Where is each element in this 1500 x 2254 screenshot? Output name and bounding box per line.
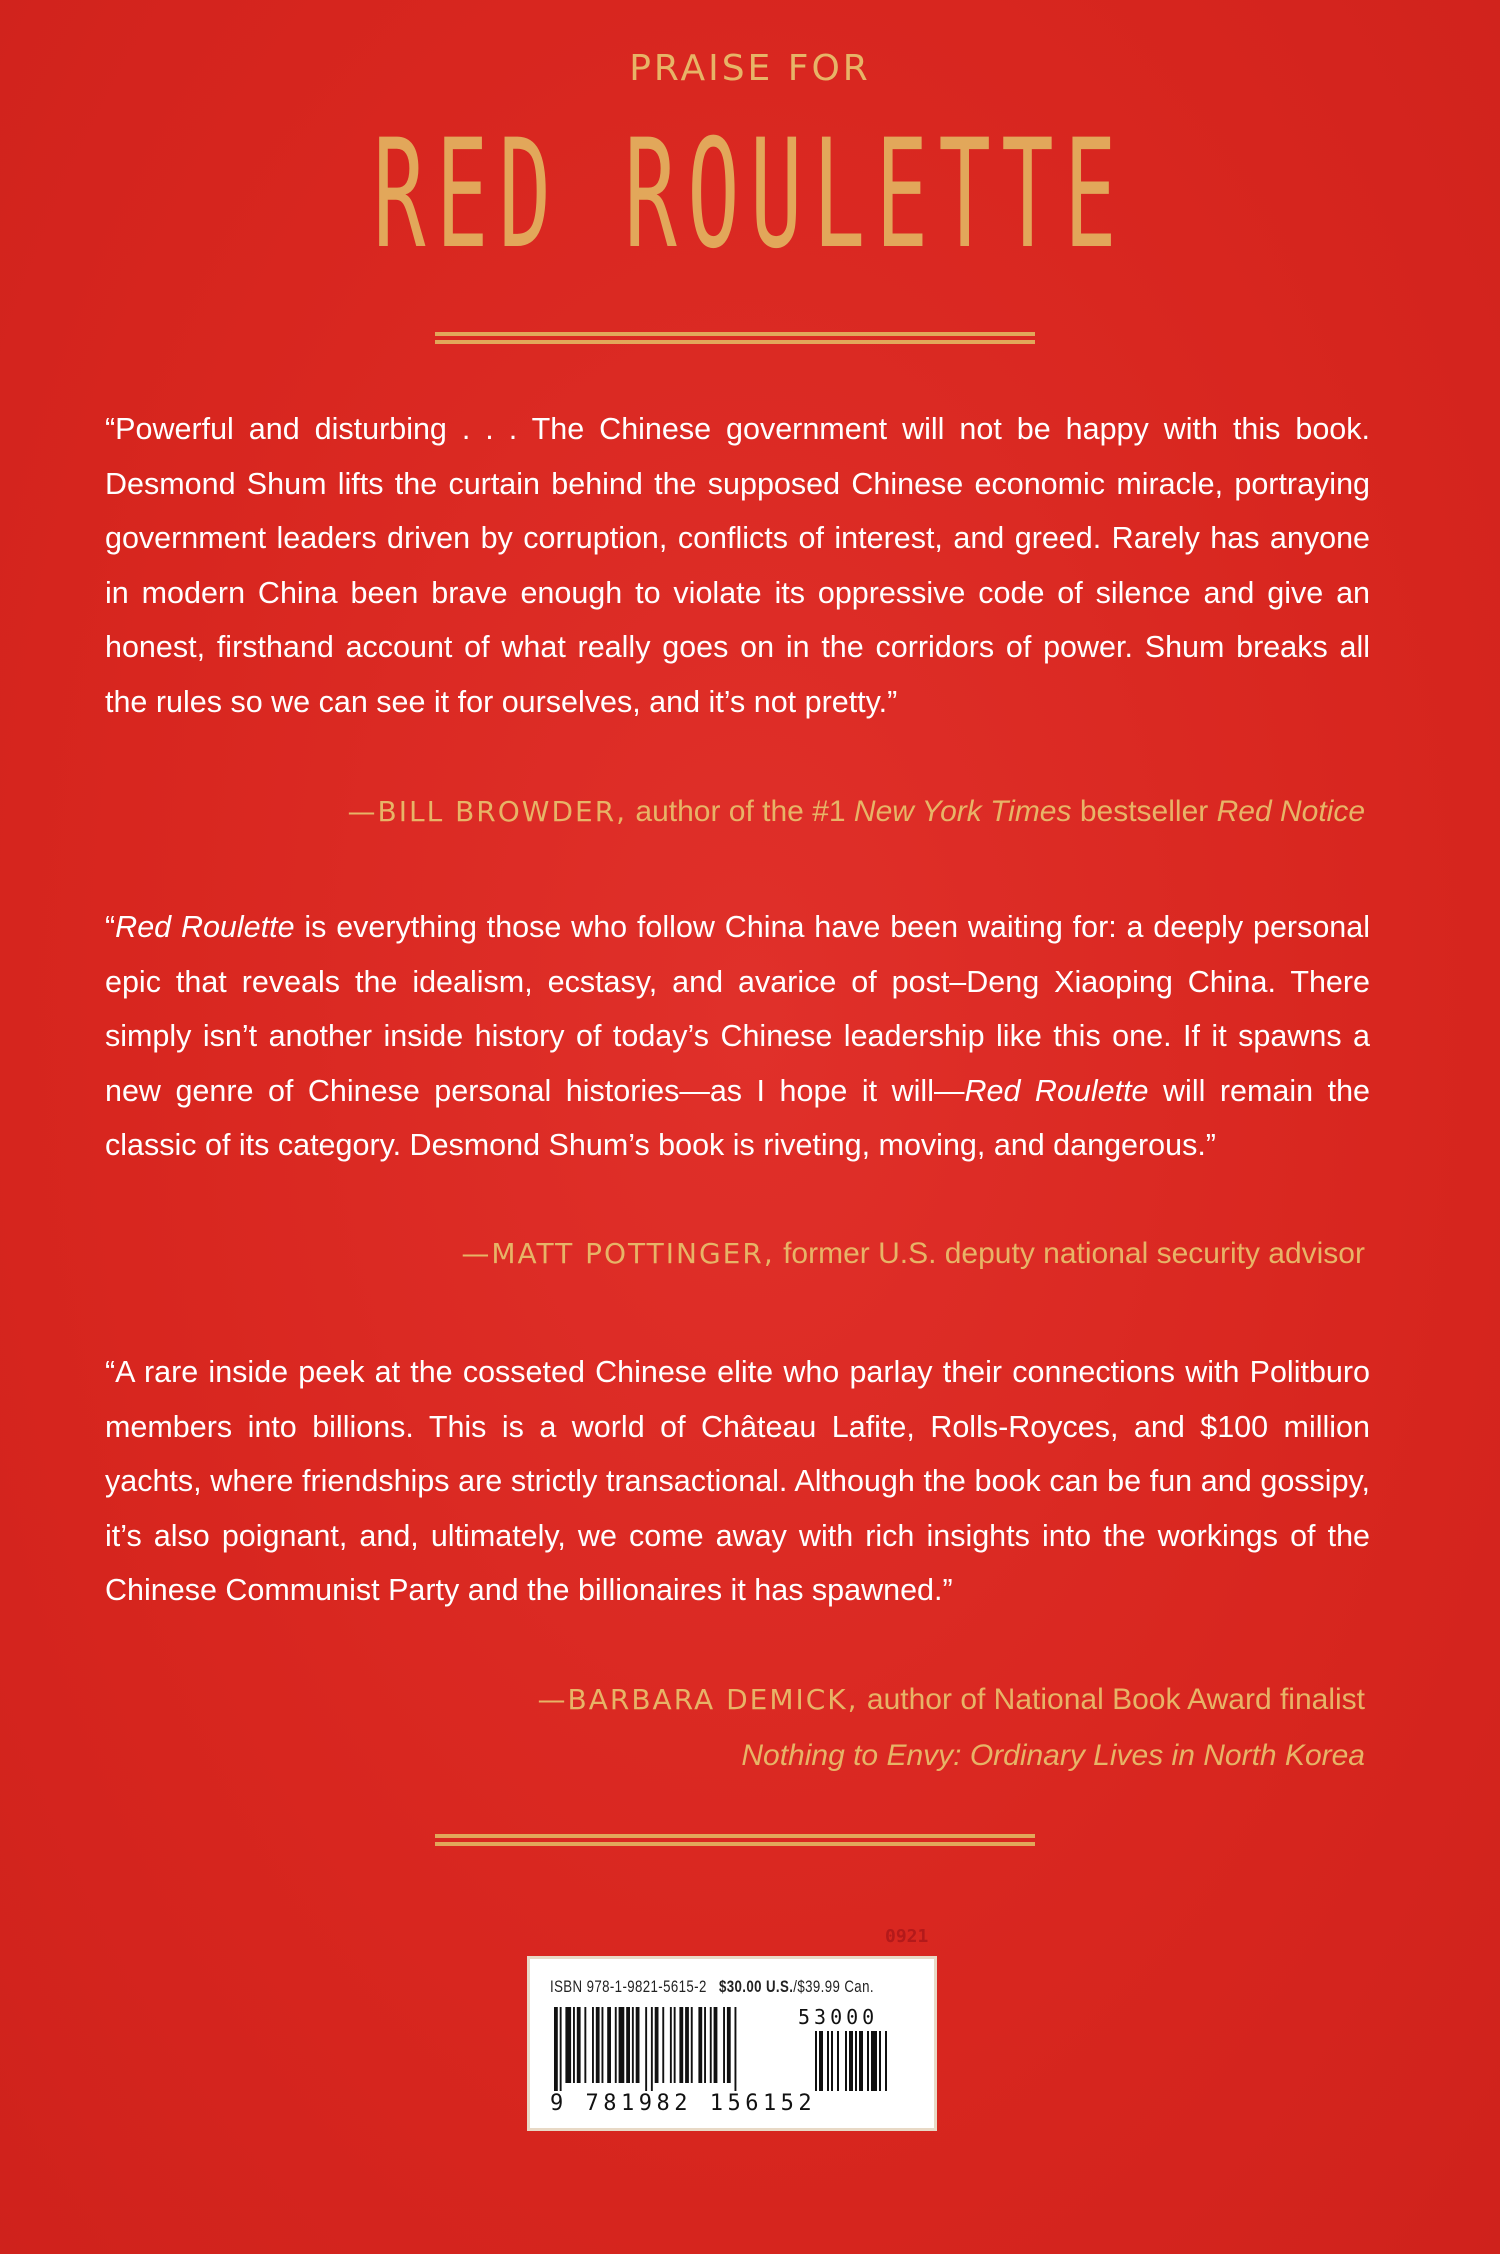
praise-quote-browder [105,402,1370,729]
quote-part-2: will remain the classic of its category. Desmond Shum’s book is riveting, moving, and dangerous.” [105,1073,1370,1162]
barcode-bar [573,2007,575,2083]
barcode-box [527,1956,937,2131]
attribution-browder [348,784,1366,840]
attribution-italic: Nothing to Envy: Ordinary Lives in North Korea [741,1739,1365,1772]
barcode-bar [602,2007,604,2083]
barcode-bar [714,2007,718,2083]
barcode-bar [662,2007,664,2083]
addon-bar [871,2031,877,2091]
attribution-italic: New York Times [853,795,1072,828]
barcode-bar [655,2007,659,2083]
barcode-bar [636,2007,640,2083]
barcode-bar [651,2007,653,2091]
barcode-bar [735,2007,737,2091]
barcode-bar [685,2007,689,2083]
addon-bar [885,2031,887,2091]
addon-digits: 53000 [798,2005,879,2029]
barcode-bar [584,2007,586,2083]
barcode-bar [674,2007,676,2083]
barcode-bar [698,2007,702,2083]
addon-bar [837,2031,839,2091]
barcode-bar [704,2007,706,2083]
attribution-text: former U.S. deputy national security advisor [783,1237,1365,1270]
addon-bar [867,2031,869,2091]
book-title: RED ROULETTE [373,108,1127,282]
barcode-bar [727,2007,731,2083]
barcode-bar [691,2007,693,2083]
price-can: /$39.99 Can. [793,1977,874,1996]
isbn-text: ISBN 978-1-9821-5615-2 [550,1977,707,1996]
barcode-bar [607,2007,611,2083]
ean-digits: 9 781982 156152 [550,2091,817,2116]
quote-text: “A rare inside peek at the cosseted Chinese elite who parlay their connections with Politburo members into billions. This is a world of Château Lafite, Rolls-Royces, and $100 million yachts, where friendships are strictly transactional. Although the book can be fun and gossipy, it’s also poignant, and, ultimately, we come away with rich insights into the workings of the Chinese Communist Party and the billionaires it has spawned.” [105,1355,1370,1607]
isbn-price-line [550,1977,874,1997]
praise-for-heading: PRAISE FOR [629,48,871,89]
barcode-bar [577,2007,581,2083]
praise-quote-demick [105,1345,1370,1618]
price-us: $30.00 U.S. [718,1977,794,1996]
barcode-bar [645,2007,647,2091]
quote-italic-title: Red Roulette [115,910,295,944]
attribution-pottinger [461,1226,1365,1282]
barcode-bar [710,2007,712,2083]
barcode-bar [723,2007,725,2083]
addon-bar [815,2031,817,2091]
barcode-bar [596,2007,600,2083]
barcode-bar [679,2007,683,2083]
corner-code: 0921 [885,1926,929,1947]
attribution-text: author of National Book Award finalist [866,1683,1365,1716]
quote-text [105,900,1370,1173]
open-quote: “ [105,910,116,944]
attribution-name: —MATT POTTINGER, [461,1237,775,1270]
barcode-bar [632,2007,634,2083]
quote-text: “Powerful and disturbing . . . The Chinese government will not be happy with this book. Desmond Shum lifts the curtain behind the supposed Chinese economic miracle, portraying government leaders driven by corruption, conflicts of interest, and greed. Rarely has anyone in modern China been brave enough to violate its oppressive code of silence and give an honest, firsthand account of what really goes on in the corridors of power. Shum breaks all the rules so we can see it for ourselves, and it’s not pretty.” [105,412,1370,719]
barcode-bar [615,2007,617,2083]
barcode-bar [670,2007,672,2083]
attribution-text: author of the #1 [635,795,846,828]
attribution-italic-2: Red Notice [1216,795,1365,828]
attribution-demick [538,1672,1365,1784]
addon-bar [827,2031,829,2091]
addon-bar [879,2031,881,2091]
quote-part-1: is everything those who follow China have been waiting for: a deeply personal epic that reveals the idealism, ecstasy, and avarice of post–Deng Xiaoping China. There simply isn’t another inside history of today’s Chinese leadership like this one. If it spawns a new genre of Chinese personal histories—as I hope it will— [105,910,1370,1108]
quote-italic-title-2: Red Roulette [964,1073,1149,1108]
barcode-bar [554,2007,558,2091]
barcode-bar [565,2007,571,2083]
addon-bar [831,2031,833,2091]
bottom-double-rule [435,1834,1035,1846]
barcode-bar [626,2007,630,2083]
addon-bar [845,2031,847,2091]
attribution-name: —BILL BROWDER, [347,795,628,828]
barcode-bar [619,2007,625,2083]
top-double-rule [435,332,1035,344]
barcode-bar [560,2007,562,2091]
attribution-name: —BARBARA DEMICK, [537,1683,859,1716]
praise-quote-pottinger [105,900,1370,1173]
addon-bar [819,2031,823,2091]
barcode-bar [592,2007,594,2083]
addon-bar [855,2031,857,2091]
addon-bar [859,2031,863,2091]
attribution-text-2: bestseller [1079,795,1209,828]
addon-bar [849,2031,853,2091]
